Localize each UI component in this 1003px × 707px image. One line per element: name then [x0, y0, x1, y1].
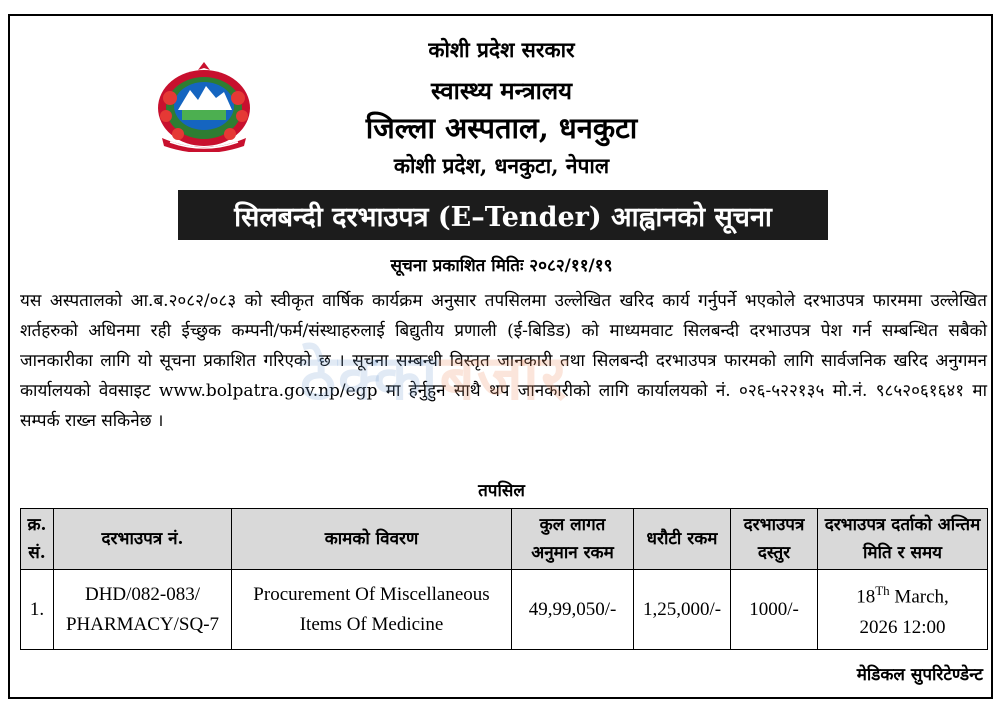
published-date: सूचना प्रकाशित मितिः २०८२/११/१९	[390, 256, 613, 276]
deadline-time: 2026 12:00	[859, 616, 946, 638]
watermark-part1: ठेक्का	[300, 341, 440, 414]
table-title: तपसिल	[478, 481, 525, 501]
cell-bid-security: 1,25,000/-	[634, 570, 731, 650]
table-header-row	[21, 509, 988, 570]
signature: मेडिकल सुपरिटेण्डेन्ट	[856, 665, 983, 685]
header-tender-no: दरभाउपत्र नं.	[54, 509, 232, 570]
cell-sn: 1.	[21, 570, 54, 650]
cell-deadline	[818, 570, 988, 650]
header-description: कामको विवरण	[232, 509, 512, 570]
cell-tender-no: DHD/082-083/ PHARMACY/SQ-7	[54, 570, 232, 650]
header-bid-security: धरौटी रकम	[634, 509, 731, 570]
tender-table	[20, 508, 988, 650]
hospital-name: जिल्ला अस्पताल, धनकुटा	[365, 111, 638, 145]
notice-title-banner	[178, 190, 828, 240]
deadline-suffix: Th	[875, 583, 890, 599]
deadline-month: March,	[889, 586, 949, 608]
cell-fee: 1000/-	[731, 570, 818, 650]
govt-name: कोशी प्रदेश सरकार	[428, 37, 575, 62]
notice-title: सिलबन्दी दरभाउपत्र (E–Tender) आह्वानको सूचना	[234, 201, 772, 233]
header-estimate: कुल लागत अनुमान रकम	[512, 509, 634, 570]
table-row	[21, 570, 988, 650]
cell-description: Procurement Of Miscellaneous Items Of Medicine	[232, 570, 512, 650]
deadline-day: 18	[856, 586, 876, 608]
header-deadline: दरभाउपत्र दर्ताको अन्तिम मिति र समय	[818, 509, 988, 570]
ministry-name: स्वास्थ्य मन्त्रालय	[430, 76, 573, 105]
notice-body: यस अस्पतालको आ.ब.२०८२/०८३ को स्वीकृत वार्षिक कार्यक्रम अनुसार तपसिलमा उल्लेखित खरिद कार्य गर्नुपर्ने भएकोले दरभाउपत्र फारममा उल्लेखित शर्तहरुको अधिनमा रही ईच्छुक कम्पनी/फर्म/संस्थाहरुलाई बिद्युतीय प्रणाली (ई-बिडिड) को माध्यमवाट सिलबन्दी दरभाउपत्र पेश गर्न सम्बन्धित सबैको जानकारीका लागि यो सूचना प्रकाशित गरिएको छ । सूचना सम्बन्धी विस्तृत जानकारी तथा सिलबन्दी दरभाउपत्र फारमको लागि सार्वजनिक खरिद अनुगमन कार्यालयको वेवसाइट www.bolpatra.gov.np/egp मा हेर्नुहुन साथै थप जानकारीको लागि कार्यालयको नं. ०२६-५२२१३५ मो.नं. ९८५२०६१६४१ मा सम्पर्क राख्न सकिनेछ ।	[20, 291, 987, 431]
watermark-part2: बजार	[439, 341, 569, 414]
header-fee: दरभाउपत्र दस्तुर	[731, 509, 818, 570]
header-sn: क्र. सं.	[21, 509, 54, 570]
hospital-address: कोशी प्रदेश, धनकुटा, नेपाल	[393, 153, 610, 178]
cell-estimate: 49,99,050/-	[512, 570, 634, 650]
